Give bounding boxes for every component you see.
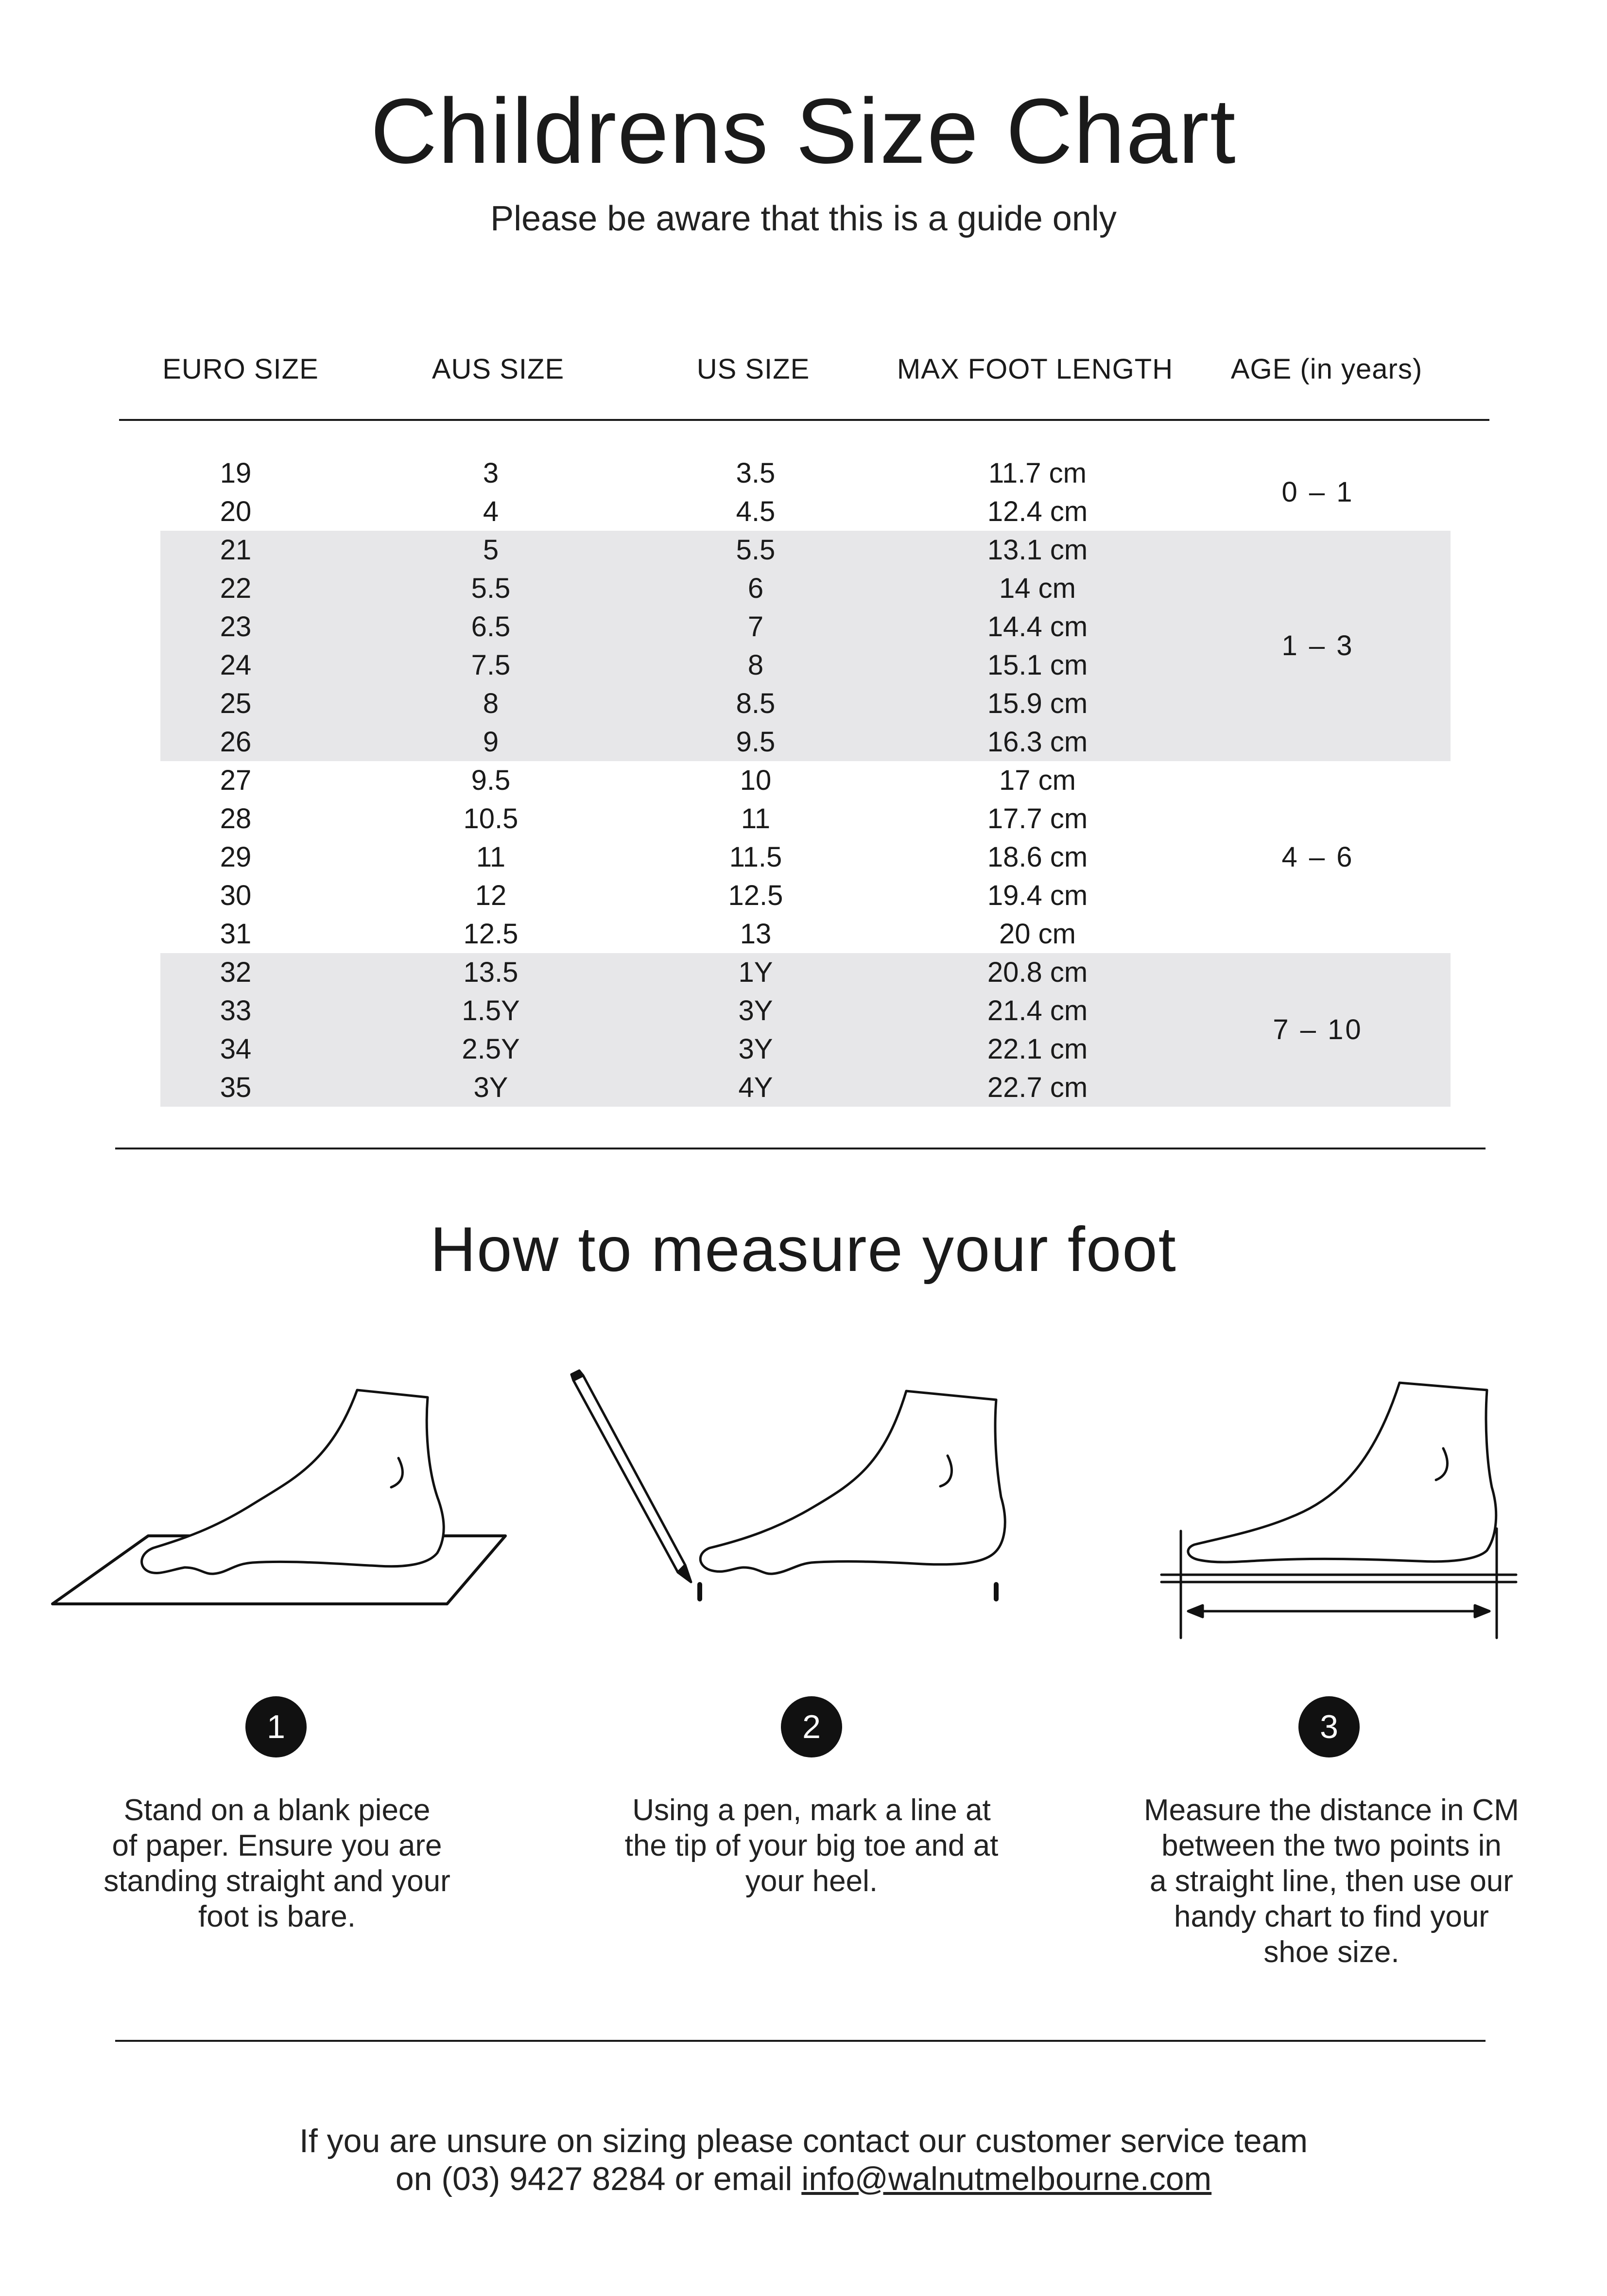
footer-line-1: If you are unsure on sizing please contact our customer service team	[299, 2122, 1308, 2159]
table-cell-us-size: 7	[747, 611, 764, 643]
measuring-illustration	[1147, 1361, 1526, 1652]
table-cell-us-size: 5.5	[736, 534, 776, 566]
table-cell-aus-size: 6.5	[471, 611, 511, 643]
table-cell-max-foot-length: 11.7 cm	[988, 457, 1087, 489]
table-cell-max-foot-length: 20 cm	[999, 918, 1076, 950]
table-cell-max-foot-length: 12.4 cm	[987, 496, 1088, 527]
table-cell-us-size: 4.5	[736, 496, 776, 527]
footer-rule	[115, 2040, 1486, 2042]
table-cell-us-size: 4Y	[738, 1072, 773, 1103]
table-cell-euro-size: 24	[220, 649, 252, 681]
table-cell-max-foot-length: 20.8 cm	[987, 957, 1088, 988]
header-max-foot-length: MAX FOOT LENGTH	[897, 353, 1174, 385]
table-cell-aus-size: 11	[476, 841, 506, 873]
step-1-line-4: foot is bare.	[198, 1900, 356, 1933]
step-1-line-1: Stand on a blank piece	[123, 1793, 431, 1827]
table-cell-euro-size: 19	[220, 457, 252, 489]
age-group-label: 4 – 6	[1281, 841, 1354, 873]
table-cell-aus-size: 5.5	[471, 573, 511, 604]
age-group-label: 1 – 3	[1281, 630, 1354, 661]
step-2-line-3: your heel.	[745, 1864, 878, 1898]
step-2-text	[588, 1792, 1035, 1899]
step-3-line-5: shoe size.	[1263, 1935, 1400, 1969]
table-cell-max-foot-length: 15.9 cm	[987, 688, 1088, 719]
table-bottom-rule	[115, 1148, 1486, 1149]
page-subtitle: Please be aware that this is a guide only	[490, 199, 1117, 238]
step-3-badge: 3	[1298, 1696, 1360, 1757]
table-cell-euro-size: 23	[220, 611, 252, 643]
step-1-line-2: of paper. Ensure you are	[112, 1829, 442, 1862]
table-cell-us-size: 8	[747, 649, 764, 681]
table-cell-euro-size: 26	[220, 726, 252, 758]
table-cell-aus-size: 13.5	[463, 957, 518, 988]
table-cell-aus-size: 12.5	[463, 918, 518, 950]
table-cell-aus-size: 10.5	[463, 803, 518, 835]
footer-line-2	[0, 2159, 1607, 2198]
table-cell-aus-size: 2.5Y	[462, 1033, 520, 1065]
table-cell-aus-size: 3	[483, 457, 499, 489]
table-cell-aus-size: 12	[475, 880, 507, 911]
table-cell-euro-size: 27	[220, 765, 252, 796]
table-cell-aus-size: 4	[483, 496, 499, 527]
page-title: Childrens Size Chart	[370, 80, 1237, 183]
table-cell-max-foot-length: 17 cm	[999, 765, 1076, 796]
table-cell-aus-size: 9.5	[471, 765, 511, 796]
step-2-line-2: the tip of your big toe and at	[624, 1829, 999, 1862]
step-1-badge: 1	[245, 1696, 307, 1757]
step-1-line-3: standing straight and your	[104, 1864, 450, 1898]
step-2-line-1: Using a pen, mark a line at	[632, 1793, 991, 1827]
table-cell-euro-size: 28	[220, 803, 252, 835]
foot-on-paper-illustration	[0, 1361, 535, 1623]
table-cell-us-size: 13	[740, 918, 772, 950]
age-group-label: 0 – 1	[1281, 476, 1354, 508]
table-cell-euro-size: 25	[220, 688, 252, 719]
age-group-label: 7 – 10	[1273, 1014, 1363, 1045]
step-3-text	[1108, 1792, 1555, 1970]
table-cell-euro-size: 30	[220, 880, 252, 911]
table-cell-euro-size: 29	[220, 841, 252, 873]
table-cell-max-foot-length: 13.1 cm	[987, 534, 1088, 566]
step-3-line-3: a straight line, then use our	[1150, 1864, 1513, 1898]
header-us-size: US SIZE	[696, 353, 810, 385]
step-1-text	[58, 1792, 496, 1934]
table-cell-aus-size: 7.5	[471, 649, 511, 681]
table-cell-us-size: 11	[741, 803, 771, 835]
table-cell-max-foot-length: 15.1 cm	[987, 649, 1088, 681]
table-cell-us-size: 10	[740, 765, 772, 796]
table-cell-us-size: 8.5	[736, 688, 776, 719]
table-cell-euro-size: 21	[220, 534, 252, 566]
table-cell-aus-size: 9	[483, 726, 499, 758]
table-cell-max-foot-length: 22.1 cm	[987, 1033, 1088, 1065]
table-cell-euro-size: 34	[220, 1033, 252, 1065]
table-cell-max-foot-length: 18.6 cm	[987, 841, 1088, 873]
table-cell-us-size: 11.5	[729, 841, 782, 873]
howto-title: How to measure your foot	[430, 1214, 1177, 1285]
table-cell-us-size: 3Y	[738, 1033, 773, 1065]
table-cell-max-foot-length: 22.7 cm	[987, 1072, 1088, 1103]
table-cell-euro-size: 20	[220, 496, 252, 527]
table-cell-euro-size: 22	[220, 573, 252, 604]
table-cell-euro-size: 31	[220, 918, 252, 950]
table-cell-us-size: 9.5	[736, 726, 776, 758]
table-cell-us-size: 12.5	[728, 880, 783, 911]
step-3-line-4: handy chart to find your	[1174, 1900, 1489, 1933]
table-cell-aus-size: 8	[483, 688, 499, 719]
table-cell-us-size: 3Y	[738, 995, 773, 1026]
table-cell-euro-size: 35	[220, 1072, 252, 1103]
table-cell-euro-size: 33	[220, 995, 252, 1026]
table-cell-us-size: 6	[747, 573, 764, 604]
table-cell-max-foot-length: 14.4 cm	[987, 611, 1088, 643]
table-cell-us-size: 1Y	[738, 957, 773, 988]
table-cell-aus-size: 1.5Y	[462, 995, 520, 1026]
step-3-line-1: Measure the distance in CM	[1144, 1793, 1519, 1827]
table-cell-us-size: 3.5	[736, 457, 776, 489]
table-cell-max-foot-length: 14 cm	[999, 573, 1076, 604]
header-euro-size: EURO SIZE	[162, 353, 319, 385]
email-link[interactable]: info@walnutmelbourne.com	[801, 2160, 1212, 2197]
table-cell-max-foot-length: 16.3 cm	[987, 726, 1088, 758]
table-cell-aus-size: 3Y	[473, 1072, 508, 1103]
table-cell-euro-size: 32	[220, 957, 252, 988]
table-cell-max-foot-length: 21.4 cm	[987, 995, 1088, 1026]
header-age: AGE (in years)	[1230, 353, 1423, 385]
pen-marking-illustration	[559, 1361, 1025, 1623]
table-cell-aus-size: 5	[483, 534, 499, 566]
header-aus-size: AUS SIZE	[432, 353, 565, 385]
table-cell-max-foot-length: 17.7 cm	[987, 803, 1088, 835]
table-cell-max-foot-length: 19.4 cm	[987, 880, 1088, 911]
step-3-line-2: between the two points in	[1161, 1829, 1502, 1862]
step-2-badge: 2	[781, 1696, 842, 1757]
footer-phone-text: on (03) 9427 8284 or email	[395, 2160, 802, 2197]
